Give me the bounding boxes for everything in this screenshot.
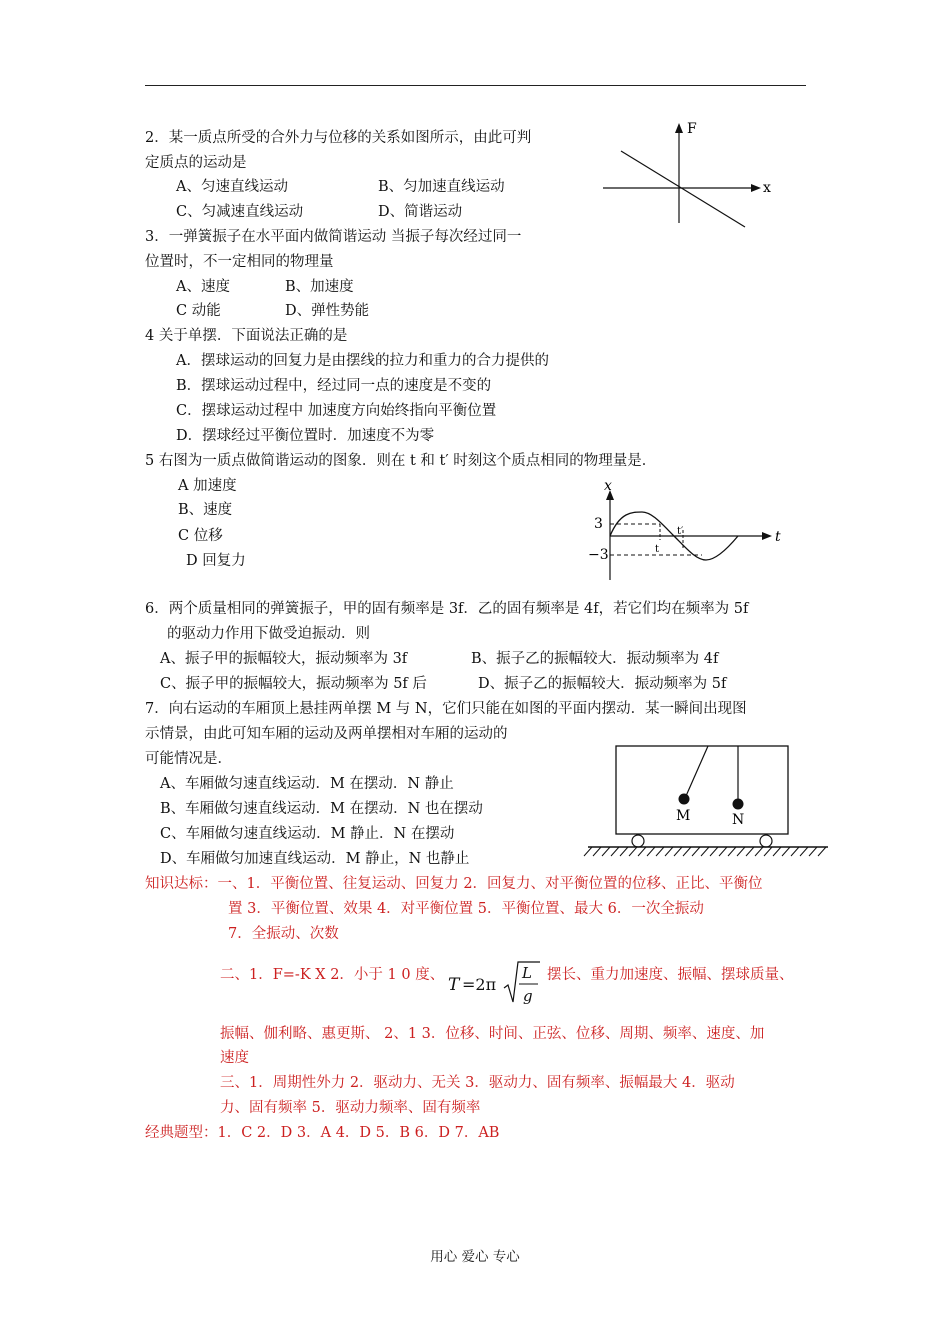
- q4-stem: 4 关于单摆．下面说法正确的是: [145, 328, 348, 344]
- q4-option-d: D．摆球经过平衡位置时．加速度不为零: [176, 428, 435, 444]
- y-negative-label: −3: [588, 547, 609, 563]
- formula-eq: =2π: [462, 975, 497, 994]
- hatch-mark: [773, 847, 781, 856]
- formula-lhs: T: [448, 975, 460, 995]
- hatch-mark: [584, 847, 592, 856]
- formula-numerator: L: [522, 964, 532, 982]
- q6-option-d: D、振子乙的振幅较大．振动频率为 5f: [478, 676, 727, 692]
- answer-knowledge-2-line2: 振幅、伽利略、惠更斯、 2、1 3．位移、时间、正弦、位移、周期、频率、速度、加: [220, 1026, 765, 1042]
- hatch-mark: [674, 847, 682, 856]
- q2-option-d: D、简谐运动: [378, 204, 463, 220]
- pendulum-n-label: N: [732, 812, 745, 828]
- force-line: [621, 151, 745, 227]
- hatch-mark: [818, 847, 826, 856]
- hatch-mark: [629, 847, 637, 856]
- q5-option-b: B、速度: [178, 502, 233, 518]
- hatch-mark: [782, 847, 790, 856]
- q7-option-a: A、车厢做匀速直线运动．M 在摆动．N 静止: [160, 776, 454, 792]
- t-axis-arrow-icon: [762, 532, 772, 540]
- hatch-mark: [746, 847, 754, 856]
- q2-stem-line1: 2．某一质点所受的合外力与位移的关系如图所示，由此可判: [145, 130, 532, 146]
- q6-stem-line1: 6．两个质量相同的弹簧振子，甲的固有频率是 3f．乙的固有频率是 4f，若它们均在频率为 5f: [145, 601, 749, 617]
- formula-denominator: g: [523, 987, 533, 1005]
- y-positive-label: 3: [594, 516, 603, 532]
- hatch-mark: [737, 847, 745, 856]
- hatch-mark: [701, 847, 709, 856]
- q3-option-b: B、加速度: [285, 279, 354, 295]
- q3-option-d: D、弹性势能: [285, 303, 370, 319]
- hatch-mark: [710, 847, 718, 856]
- f-axis-label: F: [687, 121, 697, 137]
- hatch-mark: [611, 847, 619, 856]
- hatch-mark: [683, 847, 691, 856]
- wheel-right: [760, 835, 772, 847]
- answer-knowledge-2-pre: 二、1．F=-K X 2．小于 1 0 度、: [220, 967, 445, 983]
- hatch-mark: [647, 847, 655, 856]
- pendulum-m-label: M: [676, 808, 691, 824]
- q7-stem-line3: 可能情况是．: [145, 751, 232, 767]
- q5-option-c: C 位移: [178, 528, 223, 544]
- wheel-left: [632, 835, 644, 847]
- q3-stem-line2: 位置时，不一定相同的物理量: [145, 254, 334, 270]
- answer-knowledge-1-line3: 7．全振动、次数: [228, 926, 339, 942]
- pendulum-n-bob: [733, 799, 744, 810]
- q2-stem-line2: 定质点的运动是: [145, 155, 247, 171]
- q6-stem-line2: 的驱动力作用下做受迫振动．则: [167, 626, 370, 642]
- hatch-mark: [800, 847, 808, 856]
- header-rule: [145, 85, 806, 86]
- answer-knowledge-1-line2: 置 3．平衡位置、效果 4．对平衡位置 5．平衡位置、最大 6．一次全振动: [228, 901, 704, 917]
- hatch-mark: [764, 847, 772, 856]
- answer-knowledge-2-line3: 速度: [220, 1050, 249, 1066]
- q5-stem: 5 右图为一质点做简谐运动的图象．则在 t 和 t′ 时刻这个质点相同的物理量是．: [145, 453, 657, 469]
- hatch-mark: [665, 847, 673, 856]
- x-axis-label: x: [604, 478, 612, 494]
- q4-option-b: B．摆球运动过程中，经过同一点的速度是不变的: [176, 378, 492, 394]
- q3-option-a: A、速度: [176, 279, 230, 295]
- pendulum-period-formula: [448, 958, 540, 1008]
- q6-option-a: A、振子甲的振幅较大，振动频率为 3f: [160, 651, 408, 667]
- q7-stem-line2: 示情景，由此可知车厢的运动及两单摆相对车厢的运动的: [145, 726, 508, 742]
- answer-knowledge-2-post: 摆长、重力加速度、振幅、摆球质量、: [547, 967, 794, 983]
- q2-option-c: C、匀减速直线运动: [176, 204, 304, 220]
- hatch-mark: [728, 847, 736, 856]
- t-prime-label: t′: [677, 526, 684, 537]
- q4-option-a: A．摆球运动的回复力是由摆线的拉力和重力的合力提供的: [176, 353, 549, 369]
- hatch-mark: [656, 847, 664, 856]
- shm-graph-figure: [588, 478, 788, 583]
- q3-stem-line1: 3．一弹簧振子在水平面内做简谐运动 当振子每次经过同一: [145, 229, 522, 245]
- f-axis-arrow-icon: [675, 123, 683, 133]
- pendulum-m-bob: [679, 794, 690, 805]
- hatch-mark: [692, 847, 700, 856]
- q7-stem-line1: 7．向右运动的车厢顶上悬挂两单摆 M 与 N，它们只能在如图的平面内摆动．某一瞬间出现图: [145, 701, 747, 717]
- page-footer: 用心 爱心 专心: [430, 1249, 520, 1265]
- hatch-mark: [791, 847, 799, 856]
- q5-option-a: A 加速度: [178, 478, 237, 494]
- t-axis-label: t: [775, 529, 781, 545]
- q7-option-c: C、车厢做匀速直线运动．M 静止．N 在摆动: [160, 826, 455, 842]
- q6-option-c: C、振子甲的振幅较大，振动频率为 5f 后: [160, 676, 427, 692]
- hatch-mark: [809, 847, 817, 856]
- q7-option-b: B、车厢做匀速直线运动．M 在摆动．N 也在摆动: [160, 801, 483, 817]
- q3-option-c: C 动能: [176, 303, 221, 319]
- q2-option-b: B、匀加速直线运动: [378, 179, 505, 195]
- answer-knowledge-1-line1: 知识达标：一、1．平衡位置、往复运动、回复力 2．回复力、对平衡位置的位移、正比、平衡位: [145, 876, 763, 892]
- x-axis-arrow-icon: [751, 184, 761, 192]
- hatch-mark: [638, 847, 646, 856]
- pendulum-car-figure: [588, 742, 833, 862]
- q7-option-d: D、车厢做匀加速直线运动．M 静止，N 也静止: [160, 851, 470, 867]
- q5-option-d: D 回复力: [186, 553, 246, 569]
- hatch-mark: [620, 847, 628, 856]
- answer-knowledge-3-line2: 力、固有频率 5．驱动力频率、固有频率: [220, 1100, 481, 1116]
- ground-hatching: [584, 847, 826, 856]
- answer-classic-problems: 经典题型：1．C 2．D 3．A 4．D 5．B 6．D 7．AB: [145, 1125, 500, 1141]
- answer-knowledge-3-line1: 三、1．周期性外力 2．驱动力、无关 3．驱动力、固有频率、振幅最大 4．驱动: [220, 1075, 735, 1091]
- q2-option-a: A、匀速直线运动: [176, 179, 288, 195]
- hatch-mark: [602, 847, 610, 856]
- t-label: t: [655, 544, 660, 555]
- hatch-mark: [719, 847, 727, 856]
- pendulum-m-string: [686, 746, 708, 796]
- hatch-mark: [593, 847, 601, 856]
- q6-option-b: B、振子乙的振幅较大．振动频率为 4f: [471, 651, 719, 667]
- hatch-mark: [755, 847, 763, 856]
- q4-option-c: C．摆球运动过程中 加速度方向始终指向平衡位置: [176, 403, 497, 419]
- x-axis-label: x: [763, 180, 771, 196]
- force-displacement-figure: [595, 115, 785, 225]
